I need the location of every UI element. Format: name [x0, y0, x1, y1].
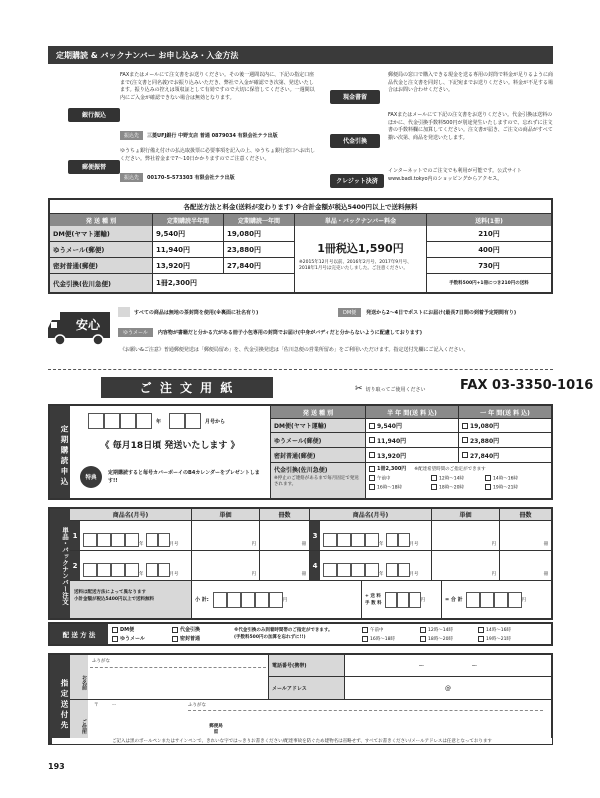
subscription-label: 定期購読申込 [50, 406, 70, 498]
checkbox[interactable] [369, 423, 375, 429]
postal-transfer-text: ゆうちょ銀行備え付けの払込取扱票に必要事項を記入の上、ゆうちょ銀行窓口へお出しください。弊社着金まで7〜10日かかりますのでご注意ください。 [120, 148, 316, 162]
col-half: 定期購読半年間 [153, 214, 224, 226]
payment-right [330, 72, 553, 192]
col-single: 単品・バックナンバー料金 [295, 214, 427, 226]
section-title: 定期購読 & バックナンバー お申し込み・入金方法 [56, 50, 239, 60]
checkbox[interactable] [431, 475, 437, 481]
checkbox[interactable] [462, 452, 468, 458]
delivery-method: 配 送 方 法 DM便 ゆうメール 代金引換 密封普通 ※代金引換のみ到着時間帯のご指定ができます。 (手数料500円の加算を忘れずに!!) 午前中 12時〜14時 14時〜16時 16時〜18時 18時〜20時 19時〜21時 [48, 622, 553, 646]
checkbox[interactable] [172, 636, 178, 642]
cut-line [48, 369, 553, 370]
backnumber-label: 単品・バックナンバー注文 [50, 509, 70, 618]
shipping-fee: + 送 料 手 数 料 円 [362, 581, 442, 618]
anshin-dm: DM便 発送から2〜4日でポストにお届け(最長7日間の到着予定期間有り) [338, 306, 553, 318]
checkbox[interactable] [478, 627, 484, 633]
table-row: 2 年 月号 円 冊 4 年 月号 円 冊 [70, 551, 551, 581]
start-month: 年 月号から [88, 412, 258, 430]
cod-label: 代金引換 [330, 134, 380, 148]
checkbox[interactable] [369, 475, 375, 481]
checkbox[interactable] [462, 437, 468, 443]
table-row: DM便(ヤマト運輸) 9,540円 19,080円 [271, 418, 551, 433]
address-label: 指定送付先 [50, 655, 70, 743]
address-field-label: ご住所 [70, 699, 88, 743]
checkbox[interactable] [462, 423, 468, 429]
cod-row: 代金引換(佐川急便) ※停止のご連絡があるまで毎月固定で発送されます。 1冊2,300円 ※配達希望時間のご指定ができます 午前中 12時〜14時 14時〜16時 16時〜18時 18時〜20時 19時〜21時 [271, 463, 551, 498]
col-year: 定期購読一年間 [224, 214, 295, 226]
checkbox[interactable] [362, 627, 368, 633]
month-box-1[interactable] [169, 413, 185, 429]
page-number: 193 [48, 762, 65, 771]
checkbox[interactable] [369, 437, 375, 443]
table-row: 密封普通(郵便) 13,920円 27,840円 [271, 448, 551, 463]
address-footer-note: ご記入は黒のボールペンまたはサインペンで、きれいな字ではっきりお書きください/配達事故を防ぐため建物名は省略せず、すべてお書きください/メールアドレスは任意となっております [52, 738, 552, 744]
totals-row: 送料は配送方法によって異なります 小計金額が税込5400円以上で送料無料 小 計: 円 + 送 料 手 数 料 円 = 合 計 円 [70, 581, 551, 618]
name-input[interactable] [90, 667, 266, 697]
checkbox[interactable] [112, 627, 118, 633]
th-half: 半 年 間(送 料 込) [366, 406, 459, 418]
year-box-2[interactable] [104, 413, 120, 429]
table-row: ゆうメール(郵便) 11,940円 23,880円 [50, 242, 295, 258]
year-box-4[interactable] [136, 413, 152, 429]
cut-instruction: ✂ 切り取ってご使用ください [355, 384, 426, 394]
anshin-yu: ゆうメール 内容物が書籍だと分かる穴がある冊子小包専用の封筒でお届け(中身がバディだと分からないように配慮しております) [118, 326, 553, 338]
year-box-1[interactable] [88, 413, 104, 429]
anshin-notice: 《お願い&ご注意》普通郵便発送は「郵便局留め」を、代金引換発送は「佐川急便の営業所留め」をご利用いただけます。指定送付先欄にご記入ください。 [120, 347, 469, 353]
table-row: 密封普通(郵便) 13,920円 27,840円 [50, 258, 295, 274]
table-row: 1 年 月号 円 冊 3 年 月号 円 冊 [70, 521, 551, 551]
pricing-table [48, 198, 553, 294]
bank-account: 振込先 三菱UFJ銀行 中野支店 普通 0879034 有限会社テラ出版 [120, 130, 316, 141]
credit-text: インターネットでのご注文でも利用が可能です。公式サイトwww.badi.tokyo内のショッピングからアクセス。 [388, 168, 522, 182]
subscription-order [48, 404, 553, 500]
pricing-header-row [50, 214, 551, 226]
payment-left [48, 72, 316, 192]
bank-transfer-label: 銀行振込 [68, 108, 120, 122]
bank-transfer-text: FAXまたはメールにて注文書をお送りください。その後一週間以内に、下記の指定口座まで(注文書と同名義)でお振り込みいただき、弊社で入金が確認でき次第、発送いたします。振り込みの控えは領収証として有効ですので大切に保管してください。一週間以内にご入金が確認できない場合は無効となります。 [120, 72, 315, 101]
address-input[interactable]: 〒 ー ふりがな 郵便局留 [88, 699, 551, 743]
table-row: ゆうメール(郵便) 11,940円 23,880円 [271, 433, 551, 448]
gift-note: 特典 定期購読すると毎号カバーボーイのB4カレンダーをプレゼントします!! [80, 462, 268, 492]
anshin-note-1: すべての商品は無地の茶封筒を使用(※裏面に社名有り) [118, 306, 328, 318]
grand-total: = 合 計 円 [442, 581, 551, 618]
checkbox[interactable] [112, 636, 118, 642]
phone-input[interactable]: ー ー [418, 663, 478, 670]
ship-column: 210円 400円 730円 手数料500円+1冊につき210円の送料 [427, 226, 551, 292]
month-box-2[interactable] [185, 413, 201, 429]
checkbox[interactable] [172, 627, 178, 633]
checkbox[interactable] [485, 484, 491, 490]
anshin-section [48, 302, 553, 358]
ship-date-banner: 《 毎月18日頃 発送いたします 》 [100, 441, 240, 451]
fax-number: FAX 03-3350-1016 [460, 378, 594, 393]
subtotal: 小 計: 円 [192, 581, 362, 618]
checkbox[interactable] [369, 452, 375, 458]
credit-label: クレジット決済 [330, 174, 384, 188]
pricing-title: 各配送方法と料金(送料が変わります) ※合計金額が税込5400円以上で送料無料 [50, 200, 551, 214]
table-row: DM便(ヤマト運輸) 9,540円 19,080円 [50, 226, 295, 242]
name-furigana: ふりがな [92, 659, 110, 664]
subscription-table [270, 406, 551, 498]
checkbox[interactable] [420, 636, 426, 642]
cash-text: 郵便局の窓口で購入できる現金を送る専用の封筒で料金が足りるように商品代金と注文書を同封し、下記宛までお送りください。料金が不足する場合はお問い合わせください。 [388, 72, 554, 93]
name-label: お名前 [70, 655, 88, 699]
cash-label: 現金書留 [330, 90, 380, 104]
col-ship: 送料(1冊) [475, 217, 503, 225]
checkbox[interactable] [420, 627, 426, 633]
th-method: 発 送 種 別 [271, 406, 366, 418]
scissors-icon: ✂ [355, 384, 363, 394]
cod-text: FAXまたはメールにて下記の注文書をお送りください。代金引換は送料のほかに、代金引換手数料500円が別途発生いたしますので、忘れずに注文書の手数料欄に加算してください。注文書が届き、ご注文の商品がすべて揃い次第、商品を発送いたします。 [388, 112, 553, 141]
col-method: 発 送 種 別 [50, 214, 153, 226]
order-title: ご 注 文 用 紙 [101, 377, 273, 398]
checkbox[interactable] [362, 636, 368, 642]
checkbox[interactable] [369, 484, 375, 490]
single-price: 1冊税込1,590円 [317, 242, 404, 255]
checkbox[interactable] [369, 466, 375, 472]
tokuten-badge: 特典 [80, 466, 102, 488]
post-office-hold: 郵便局留 [209, 724, 223, 735]
backnumber-order [48, 507, 553, 620]
th-year: 一 年 間(送 料 込) [480, 409, 530, 417]
single-price-cell [295, 226, 427, 292]
single-note: ※2015年12月号以前、2016年2月号、2017年9月号、2018年1月号は完売いたしました。ご注意ください。 [299, 260, 412, 271]
year-box-3[interactable] [120, 413, 136, 429]
table-row: 代金引換(佐川急便) 1冊2,300円 [50, 274, 295, 292]
email-input[interactable]: @ [445, 684, 451, 692]
section-header [48, 46, 553, 64]
checkbox[interactable] [478, 636, 484, 642]
checkbox[interactable] [485, 475, 491, 481]
backnumber-header: 商品名(月号) 単価 冊数 商品名(月号) 単価 冊数 [70, 509, 551, 521]
shipping-address: 指定送付先 お名前 ふりがな 電話番号(携帯) ー ー メールアドレス @ ご住所 〒 ー ふりがな 郵便局留 [48, 653, 553, 745]
pricing-rows [50, 226, 295, 292]
checkbox[interactable] [431, 484, 437, 490]
postal-transfer-label: 郵便振替 [68, 160, 120, 174]
anshin-label: 安心 [75, 318, 100, 332]
postal-account: 振込先 00170-5-573303 有限会社テラ出版 [120, 172, 316, 183]
